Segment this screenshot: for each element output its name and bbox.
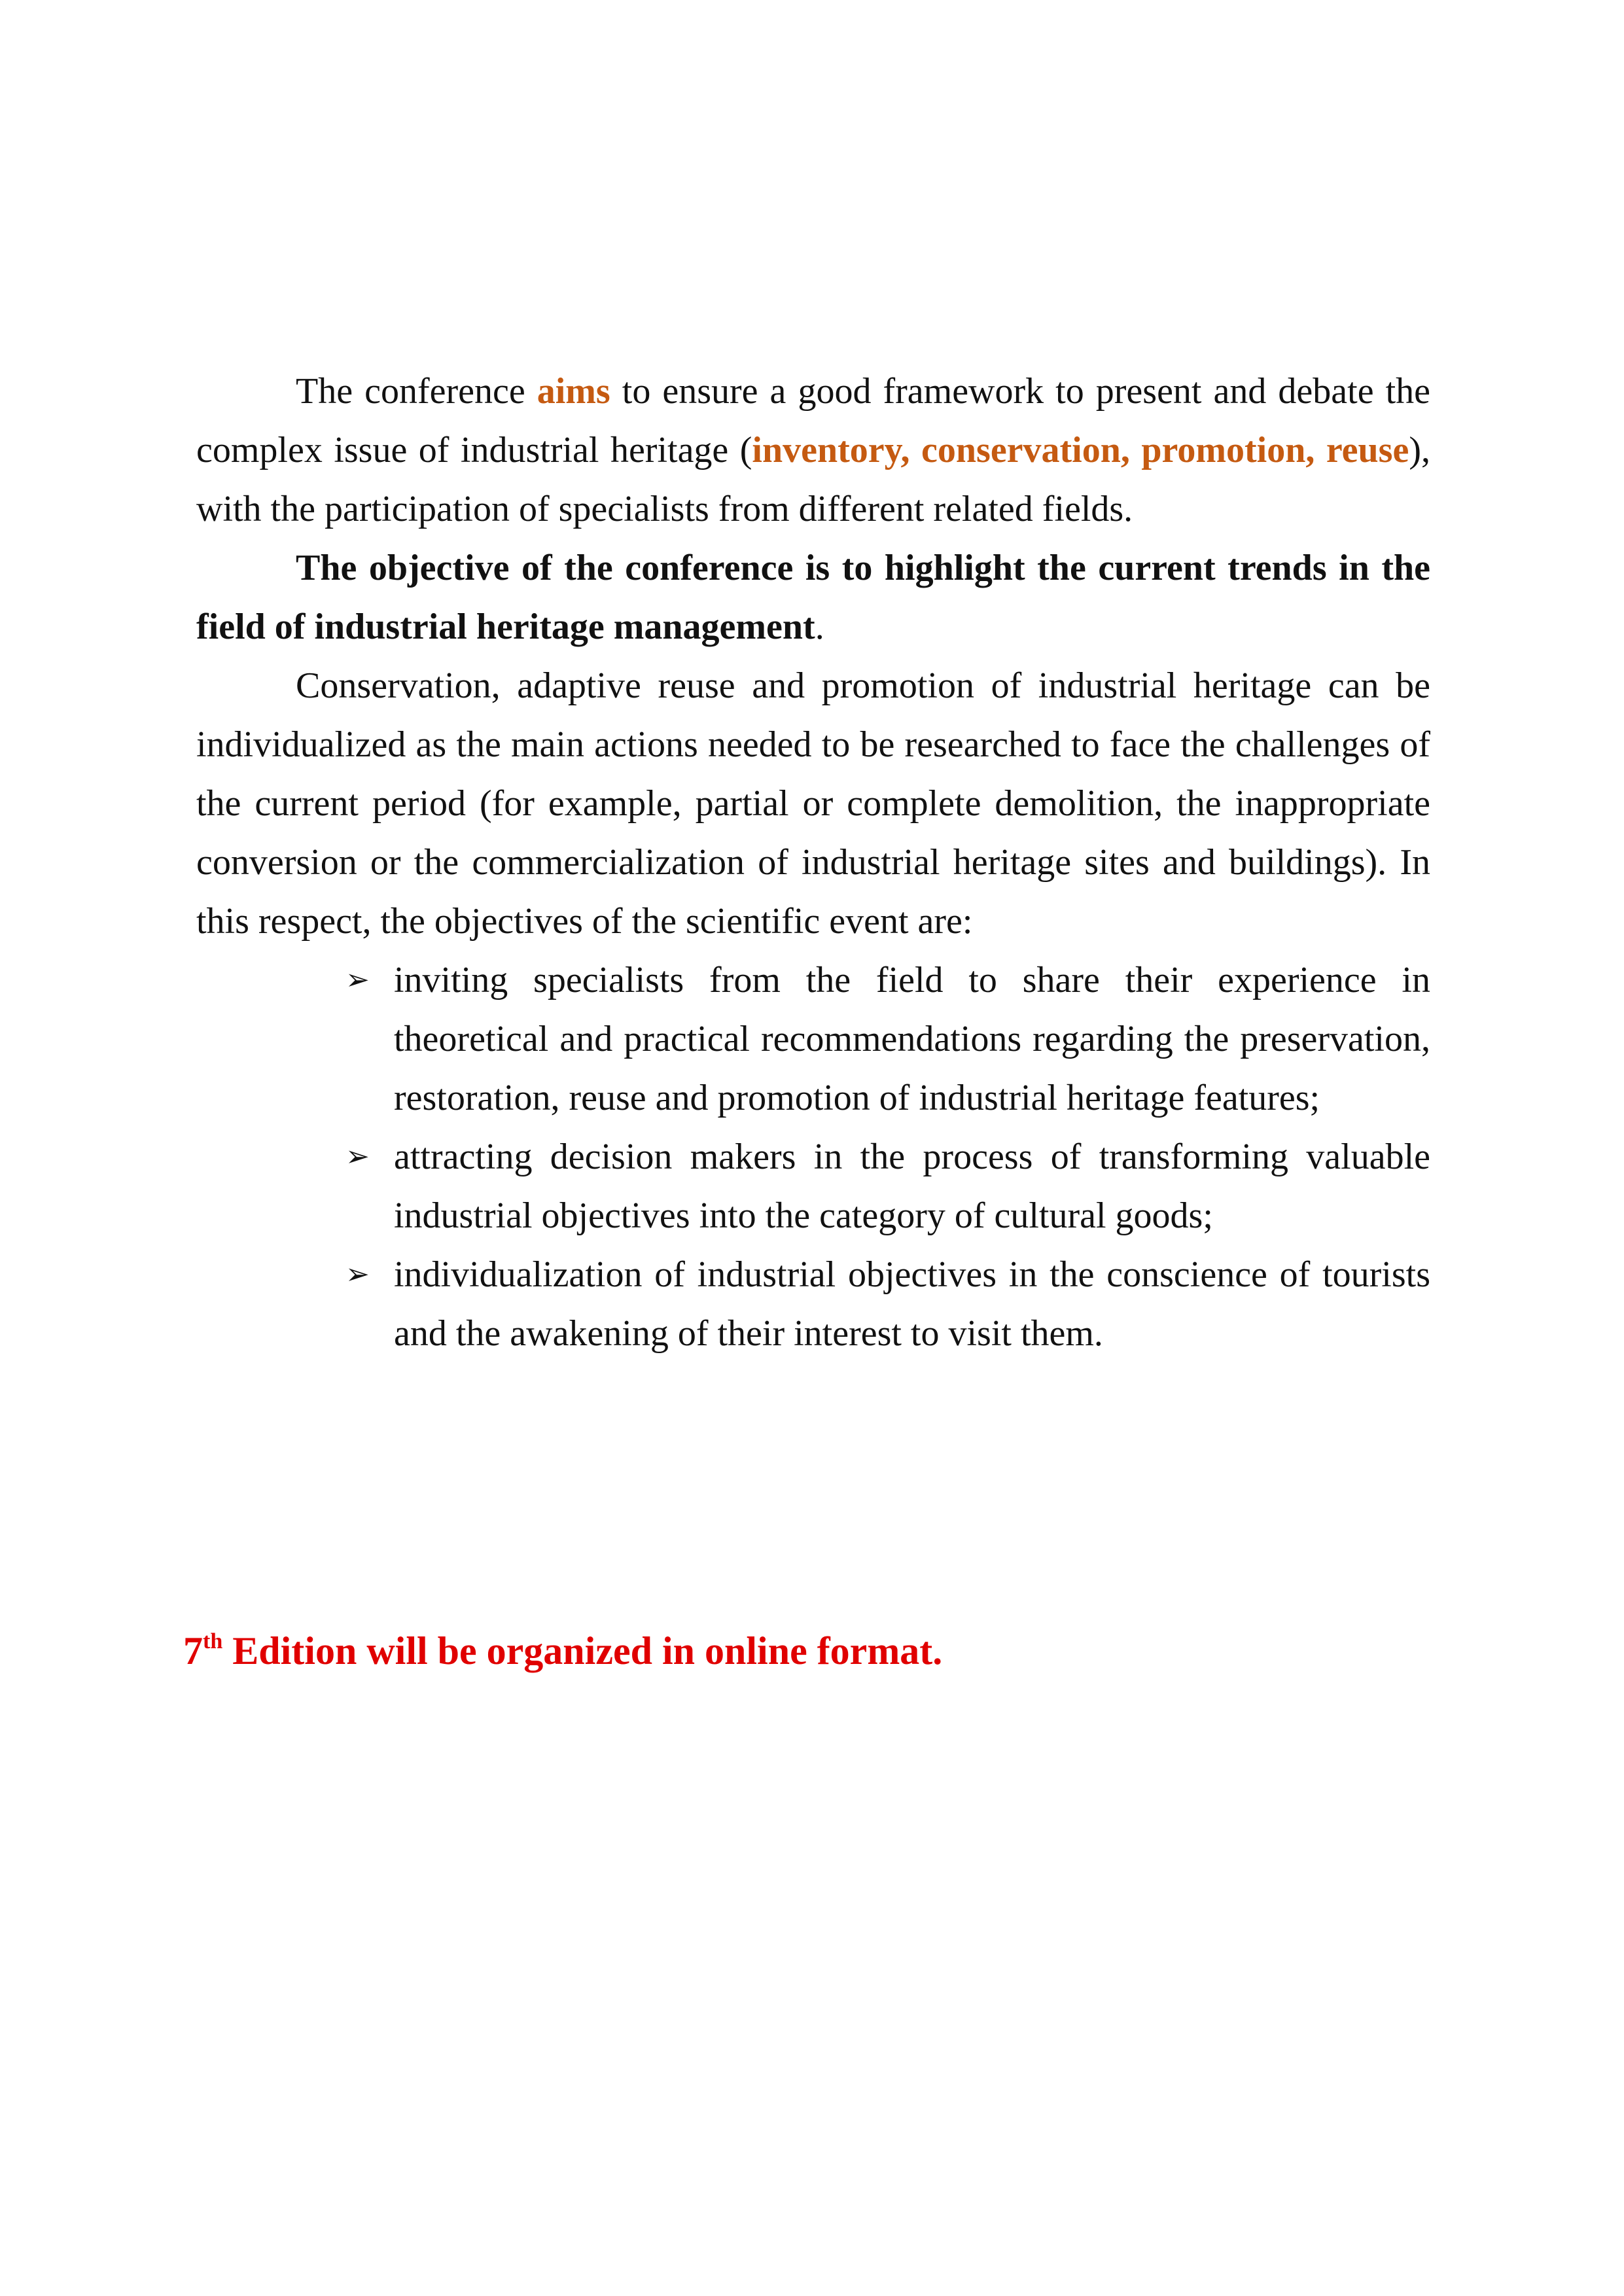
list-item bbox=[345, 1127, 1430, 1245]
intro-paragraph bbox=[196, 362, 1430, 539]
list-item bbox=[345, 1245, 1430, 1363]
arrow-bullet-icon: ➢ bbox=[345, 1258, 370, 1291]
list-item-text: individualization of industrial objectives in the conscience of tourists and the awakening of their interest to visit them. bbox=[394, 1254, 1430, 1354]
objectives-list bbox=[196, 951, 1430, 1363]
objective-period: . bbox=[815, 607, 824, 647]
list-item-text: attracting decision makers in the process of transforming valuable industrial objectives into the category of cultural goods; bbox=[394, 1137, 1430, 1236]
document-body bbox=[196, 362, 1430, 1363]
topics-highlight: inventory, conservation, promotion, reuse bbox=[752, 430, 1409, 470]
arrow-bullet-icon: ➢ bbox=[345, 1140, 370, 1173]
conservation-paragraph: Conservation, adaptive reuse and promotion of industrial heritage can be individualized as the main actions needed to be researched to face the challenges of the current period (for example, partial or complete demolition, the inappropriate conversion or the commercialization of industrial heritage sites and buildings). In this respect, the objectives of the scientific event are: bbox=[196, 665, 1430, 942]
online-format-notice bbox=[183, 1621, 1492, 1680]
edition-ordinal-suffix: th bbox=[203, 1629, 223, 1653]
list-item bbox=[345, 951, 1430, 1127]
intro-text-end: ), with the participation of specialists from different related fields. bbox=[196, 430, 1430, 529]
notice-text: Edition will be organized in online format. bbox=[222, 1629, 943, 1672]
objective-statement: The objective of the conference is to highlight the current trends in the field of industrial heritage management bbox=[196, 548, 1430, 647]
intro-text-start: The conference bbox=[296, 371, 537, 412]
arrow-bullet-icon: ➢ bbox=[345, 963, 370, 997]
aims-highlight: aims bbox=[537, 371, 610, 412]
list-item-text: inviting specialists from the field to share their experience in theoretical and practical recommendations regarding the preservation, restoration, reuse and promotion of industrial heritage features; bbox=[394, 960, 1430, 1118]
objective-paragraph bbox=[196, 539, 1430, 656]
edition-number: 7 bbox=[183, 1629, 203, 1672]
intro-text-middle: to ensure a good framework to present and debate the complex issue of industrial heritage ( bbox=[196, 371, 1430, 470]
